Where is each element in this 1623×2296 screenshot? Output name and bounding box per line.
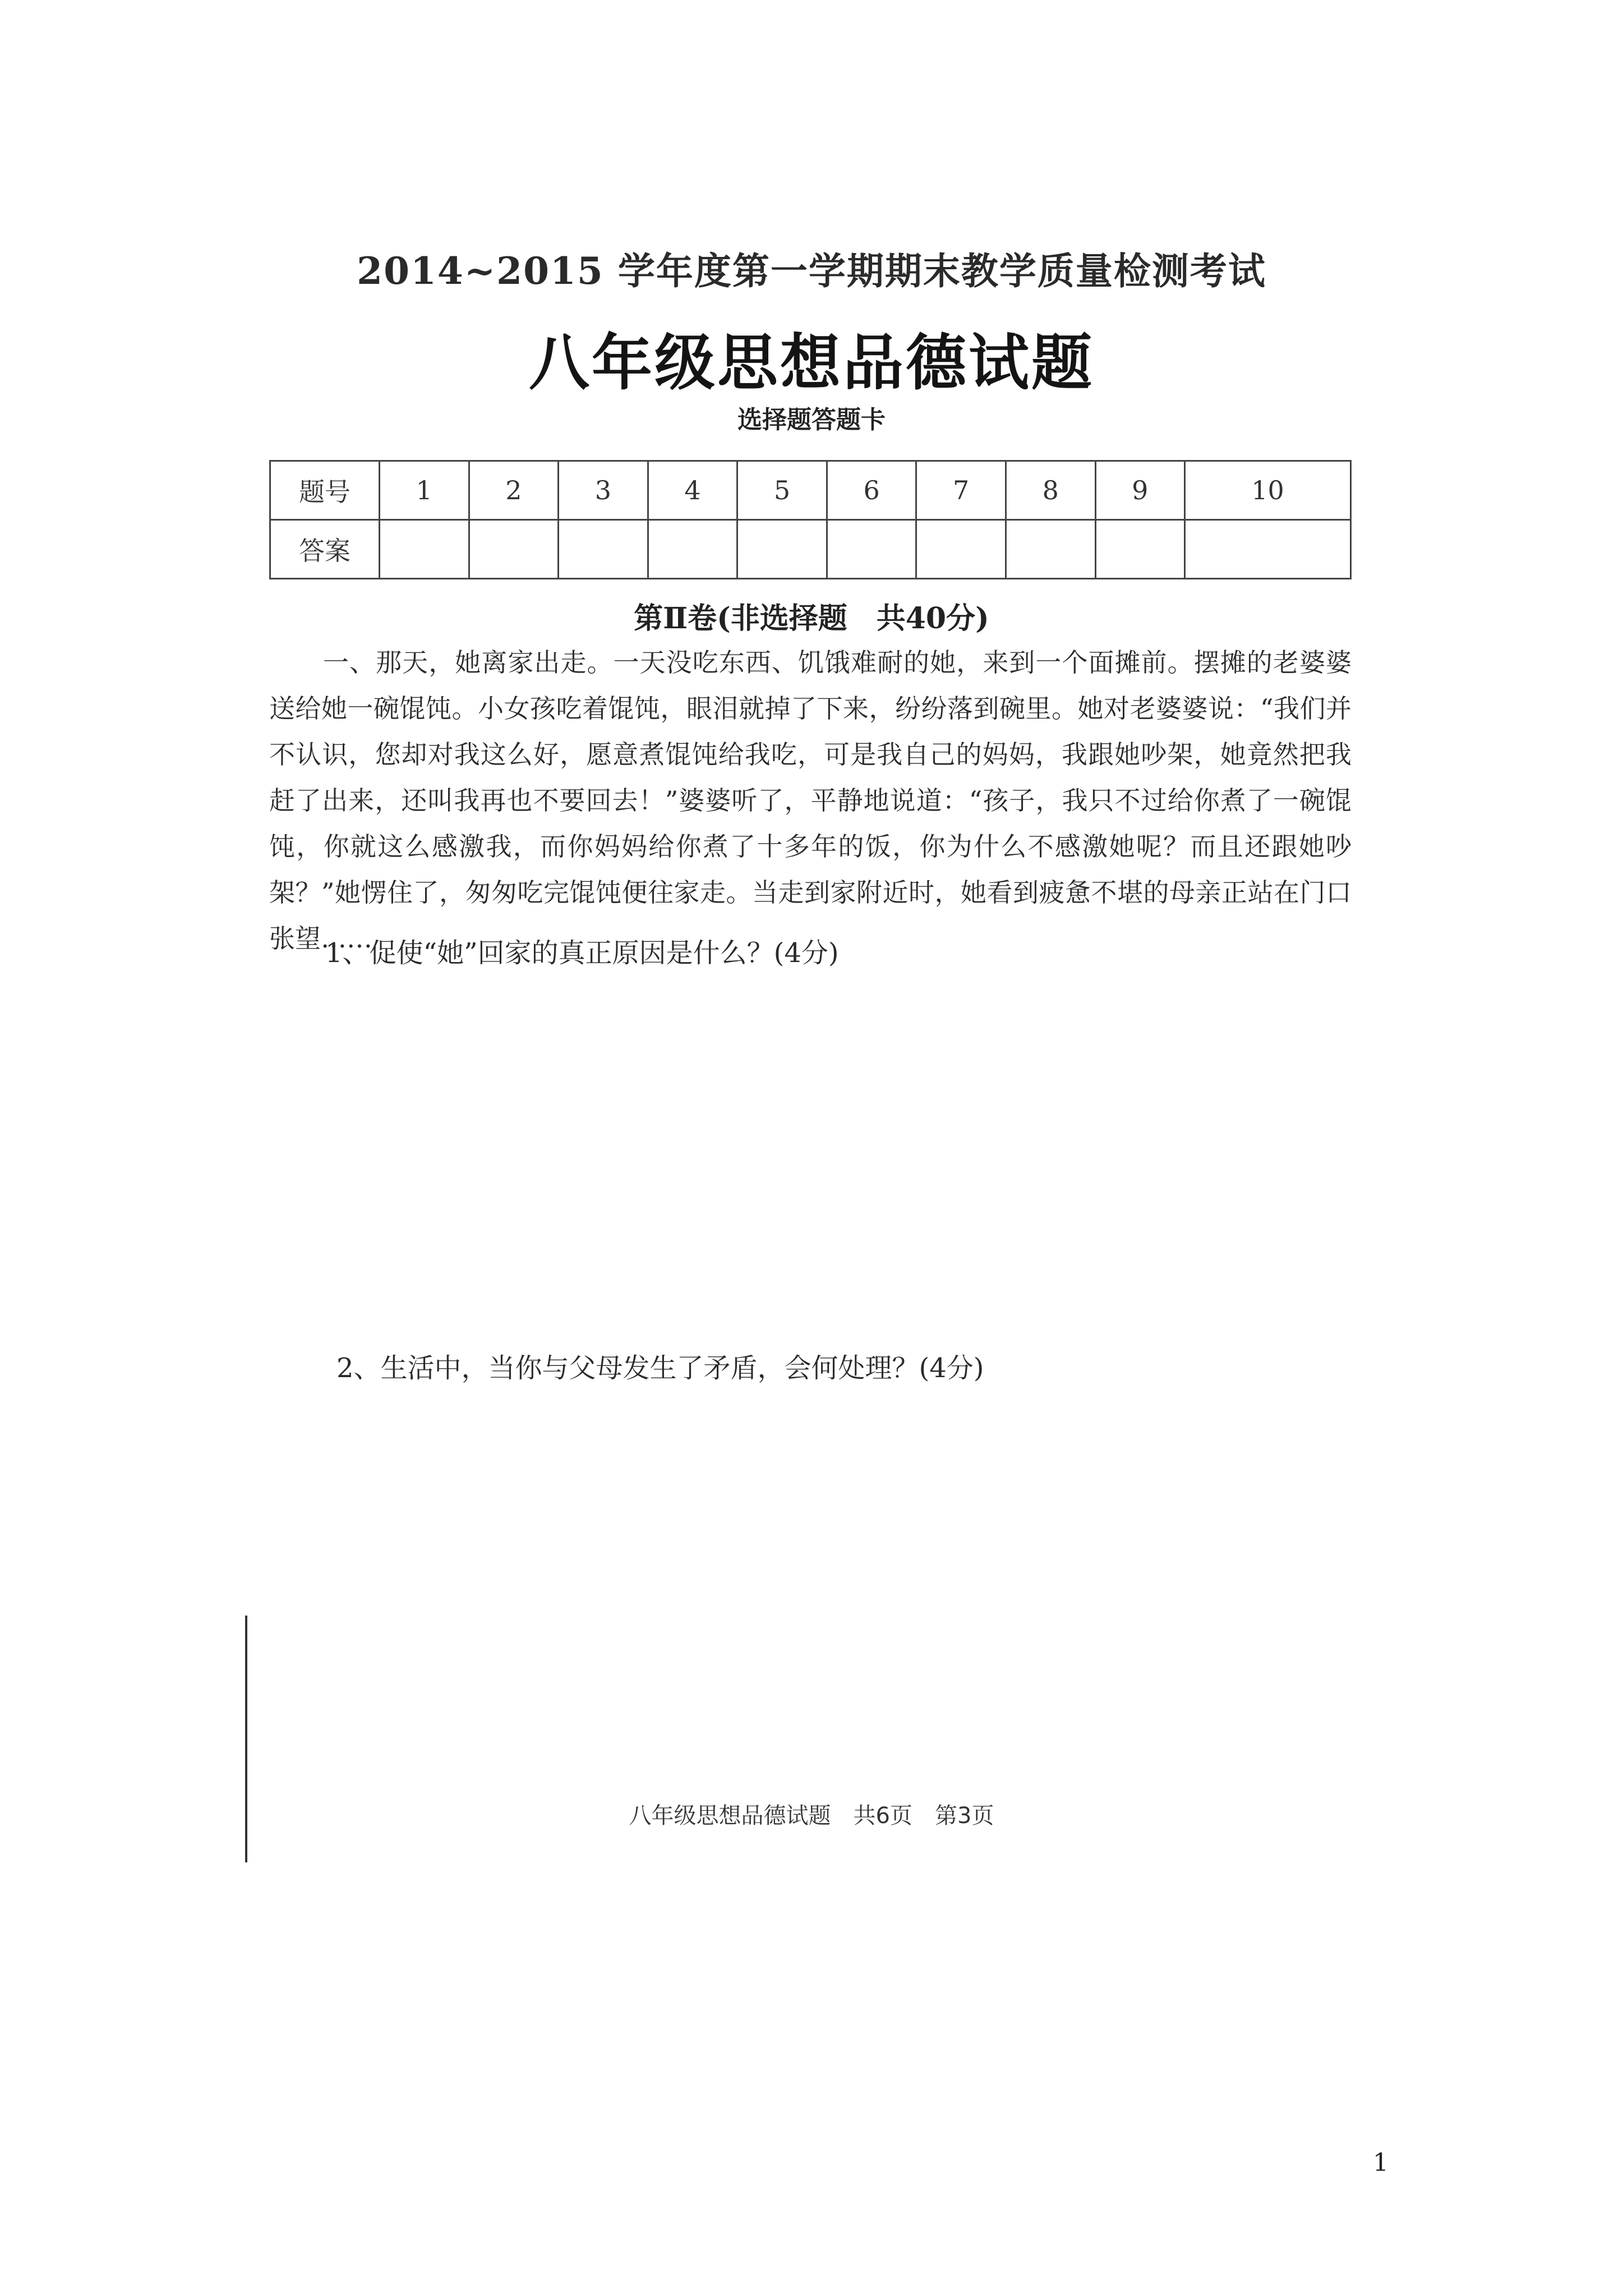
- answer-cell[interactable]: [916, 520, 1006, 579]
- answer-cell[interactable]: [648, 520, 737, 579]
- answer-row: [270, 520, 1351, 579]
- question-number-cell: 5: [737, 461, 827, 520]
- answer-cell[interactable]: [469, 520, 559, 579]
- question-number-cell: 9: [1095, 461, 1185, 520]
- answer-grid: [269, 460, 1352, 579]
- question-number-row: [270, 461, 1351, 520]
- question-number-label: 题号: [270, 461, 380, 520]
- question-number-cell: 6: [827, 461, 916, 520]
- question-number-cell: 4: [648, 461, 737, 520]
- subject-title: 八年级思想品德试题: [528, 328, 1094, 398]
- answer-cell[interactable]: [380, 520, 469, 579]
- answer-cell[interactable]: [559, 520, 648, 579]
- answer-label: 答案: [270, 520, 380, 579]
- answer-cell[interactable]: [1006, 520, 1095, 579]
- question-1: 1、促使“她”回家的真正原因是什么？(4分): [325, 937, 839, 969]
- exam-title: 2014~2015 学年度第一学期期末教学质量检测考试: [357, 249, 1266, 293]
- answer-card-label: 选择题答题卡: [737, 406, 886, 434]
- question-number-cell: 1: [380, 461, 469, 520]
- answer-cell[interactable]: [1095, 520, 1185, 579]
- section-title: 第Ⅱ卷(非选择题 共40分): [634, 601, 989, 636]
- reading-passage: 一、那天，她离家出走。一天没吃东西、饥饿难耐的她，来到一个面摊前。摆摊的老婆婆送给她一碗馄饨。小女孩吃着馄饨，眼泪就掉了下来，纷纷落到碗里。她对老婆婆说：“我们并不认识，您却对我这么好，愿意煮馄饨给我吃，可是我自己的妈妈，我跟她吵架，她竟然把我赶了出来，还叫我再也不要回去！”婆婆听了，平静地说道：“孩子，我只不过给你煮了一碗馄饨，你就这么感激我，而你妈妈给你煮了十多年的饭，你为什么不感激她呢？而且还跟她吵架？”她愣住了，匆匆吃完馄饨便往家走。当走到家附近时，她看到疲惫不堪的母亲正站在门口张望……: [269, 647, 1352, 954]
- question-number-cell: 8: [1006, 461, 1095, 520]
- question-number-cell: 3: [559, 461, 648, 520]
- question-number-cell: 7: [916, 461, 1006, 520]
- question-number-cell: 2: [469, 461, 559, 520]
- page-number: 1: [1373, 2148, 1389, 2177]
- page-footer: 八年级思想品德试题 共6页 第3页: [629, 1803, 994, 1829]
- question-2: 2、生活中，当你与父母发生了矛盾，会何处理？(4分): [336, 1352, 984, 1384]
- question-number-cell: 10: [1185, 461, 1351, 520]
- answer-cell[interactable]: [827, 520, 916, 579]
- answer-cell[interactable]: [737, 520, 827, 579]
- answer-cell[interactable]: [1185, 520, 1351, 579]
